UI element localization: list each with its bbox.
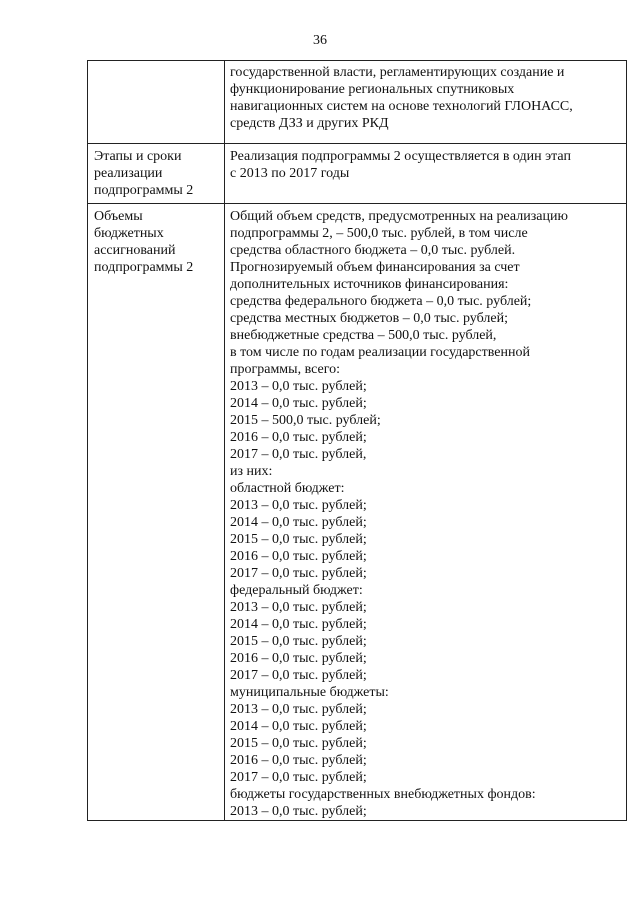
label-line: Объемы (94, 209, 143, 224)
table-row (88, 204, 627, 821)
value-line: Общий объем средств, предусмотренных на реализацию (230, 209, 568, 224)
value-line: Прогнозируемый объем финансирования за счет (230, 260, 520, 275)
label-line: реализации (94, 166, 163, 181)
value-line: 2014 – 0,0 тыс. рублей; (230, 515, 367, 530)
passport-table (87, 60, 627, 821)
value-line: из них: (230, 464, 273, 479)
value-line: 2016 – 0,0 тыс. рублей; (230, 651, 367, 666)
value-line: 2016 – 0,0 тыс. рублей; (230, 549, 367, 564)
value-cell (225, 144, 627, 204)
value-line: 2017 – 0,0 тыс. рублей; (230, 770, 367, 785)
value-line: 2013 – 0,0 тыс. рублей; (230, 600, 367, 615)
value-line: 2016 – 0,0 тыс. рублей; (230, 430, 367, 445)
value-line: 2013 – 0,0 тыс. рублей; (230, 498, 367, 513)
label-line: подпрограммы 2 (94, 183, 194, 198)
value-cell (225, 61, 627, 144)
value-line: функционирование региональных спутниковых (230, 82, 515, 97)
value-line: с 2013 по 2017 годы (230, 166, 350, 181)
value-line: 2013 – 0,0 тыс. рублей; (230, 702, 367, 717)
value-line: внебюджетные средства – 500,0 тыс. рублей, (230, 328, 497, 343)
value-line: средства федерального бюджета – 0,0 тыс. рублей; (230, 294, 532, 309)
value-line: 2015 – 0,0 тыс. рублей; (230, 736, 367, 751)
value-line: муниципальные бюджеты: (230, 685, 389, 700)
passport-table-body (88, 61, 627, 821)
page-number: 36 (313, 33, 327, 48)
value-line: бюджеты государственных внебюджетных фондов: (230, 787, 536, 802)
value-line: 2016 – 0,0 тыс. рублей; (230, 753, 367, 768)
label-line: подпрограммы 2 (94, 260, 194, 275)
value-line: средства местных бюджетов – 0,0 тыс. рублей; (230, 311, 508, 326)
value-line: Реализация подпрограммы 2 осуществляется в один этап (230, 149, 571, 164)
value-line: 2014 – 0,0 тыс. рублей; (230, 617, 367, 632)
value-line: средства областного бюджета – 0,0 тыс. рублей. (230, 243, 516, 258)
value-line: 2014 – 0,0 тыс. рублей; (230, 719, 367, 734)
label-cell (88, 204, 225, 821)
value-line: дополнительных источников финансирования: (230, 277, 509, 292)
value-cell (225, 204, 627, 821)
label-line: бюджетных (94, 226, 164, 241)
value-line: 2015 – 0,0 тыс. рублей; (230, 634, 367, 649)
table-row (88, 61, 627, 144)
value-line: средств ДЗЗ и других РКД (230, 116, 389, 131)
label-cell (88, 61, 225, 144)
value-line: 2017 – 0,0 тыс. рублей; (230, 668, 367, 683)
table-row (88, 144, 627, 204)
label-cell (88, 144, 225, 204)
value-line: 2017 – 0,0 тыс. рублей; (230, 566, 367, 581)
value-line: программы, всего: (230, 362, 340, 377)
label-line: ассигнований (94, 243, 176, 258)
value-line: государственной власти, регламентирующих создание и (230, 65, 565, 80)
value-line: федеральный бюджет: (230, 583, 363, 598)
value-line: 2015 – 500,0 тыс. рублей; (230, 413, 381, 428)
value-line: 2014 – 0,0 тыс. рублей; (230, 396, 367, 411)
value-line: 2013 – 0,0 тыс. рублей; (230, 804, 367, 819)
value-line: подпрограммы 2, – 500,0 тыс. рублей, в том числе (230, 226, 528, 241)
value-line: областной бюджет: (230, 481, 345, 496)
value-line: в том числе по годам реализации государственной (230, 345, 530, 360)
label-line: Этапы и сроки (94, 149, 182, 164)
value-line: навигационных систем на основе технологий ГЛОНАСС, (230, 99, 573, 114)
value-line: 2015 – 0,0 тыс. рублей; (230, 532, 367, 547)
value-line: 2017 – 0,0 тыс. рублей, (230, 447, 367, 462)
value-line: 2013 – 0,0 тыс. рублей; (230, 379, 367, 394)
